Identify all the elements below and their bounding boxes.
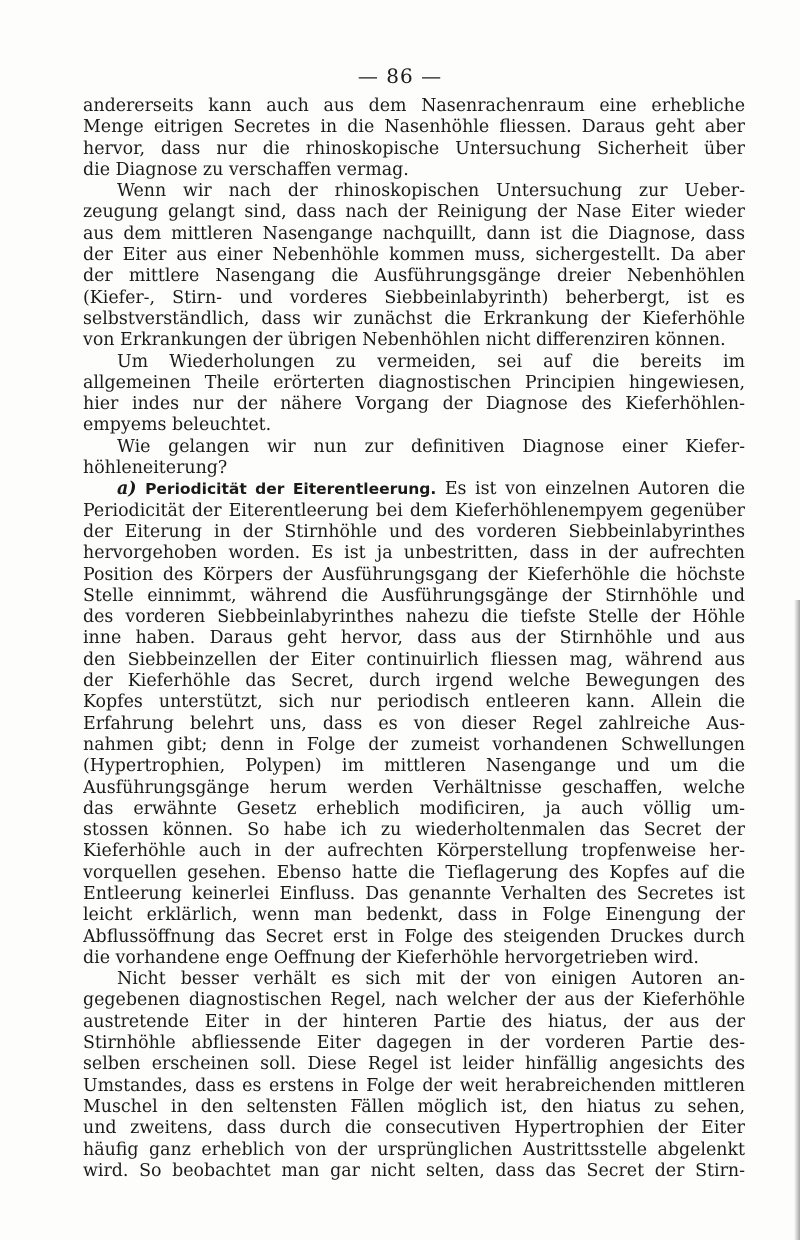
section-letter: a) bbox=[117, 479, 137, 500]
text-line: Um Wiederholungen zu vermeiden, sei auf die bereits im bbox=[117, 351, 745, 372]
text-line: Position des Körpers der Ausführungsgang der Kieferhöhle die höchste bbox=[83, 564, 745, 585]
text-line: das erwähnte Gesetz erheblich modificiren, ja auch völlig um- bbox=[83, 798, 745, 819]
text-line: (Kiefer-, Stirn- und vorderes Siebbeinlabyrinth) beherbergt, ist es bbox=[83, 287, 745, 308]
text-line: hervorgehoben worden. Es ist ja unbestritten, dass in der aufrechten bbox=[83, 543, 745, 564]
text-line: allgemeinen Theile erörterten diagnostischen Principien hingewiesen, bbox=[83, 372, 745, 393]
text-line: hervor, dass nur die rhinoskopische Untersuchung Sicherheit über bbox=[83, 138, 745, 159]
text-line: höhleneiterung? bbox=[83, 458, 228, 479]
text-line: nahmen gibt; denn in Folge der zumeist vorhandenen Schwellungen bbox=[83, 734, 745, 755]
text-line: (Hypertrophien, Polypen) im mittleren Nasengange und um die bbox=[83, 756, 745, 777]
page-number: — 86 — bbox=[357, 64, 443, 88]
text-line: den Siebbeinzellen der Eiter continuirlich fliessen mag, während aus bbox=[83, 649, 745, 670]
text-line: selben erscheinen soll. Diese Regel ist leider hinfällig angesichts des bbox=[83, 1054, 745, 1075]
text-line: Kopfes unterstützt, sich nur periodisch entleeren kann. Allein die bbox=[83, 692, 745, 713]
text-line: die vorhandene enge Oeffnung der Kieferhöhle hervorgetrieben wird. bbox=[83, 947, 699, 968]
text-line: der Eiter aus einer Nebenhöhle kommen muss, sichergestellt. Da aber bbox=[83, 245, 745, 266]
text-line: Nicht besser verhält es sich mit der von einigen Autoren an- bbox=[117, 969, 745, 990]
text-fragment: Es ist von einzelnen Autoren die bbox=[444, 479, 745, 500]
text-line: wird. So beobachtet man gar nicht selten, dass das Secret der Stirn- bbox=[83, 1160, 745, 1181]
text-line: Periodicität der Eiterentleerung bei dem Kieferhöhlenempyem gegenüber bbox=[83, 500, 745, 521]
text-line: Entleerung keinerlei Einfluss. Das genannte Verhalten des Secretes ist bbox=[83, 883, 745, 904]
text-line: Stirnhöhle abfliessende Eiter dagegen in der vorderen Partie des- bbox=[83, 1033, 745, 1054]
text-line: hier indes nur der nähere Vorgang der Diagnose des Kieferhöhlen- bbox=[83, 394, 745, 415]
text-line: Wie gelangen wir nun zur definitiven Diagnose einer Kiefer- bbox=[117, 436, 745, 457]
text-line: der Kieferhöhle das Secret, durch irgend welche Bewegungen des bbox=[83, 671, 745, 692]
text-line: und zweitens, dass durch die consecutiven Hypertrophien der Eiter bbox=[83, 1118, 745, 1139]
text-line: zeugung gelangt sind, dass nach der Reinigung der Nase Eiter wieder bbox=[83, 202, 745, 223]
text-line: Abflussöffnung das Secret erst in Folge des steigenden Druckes durch bbox=[83, 926, 745, 947]
text-line: inne haben. Daraus geht hervor, dass aus der Stirnhöhle und aus bbox=[83, 628, 745, 649]
text-line: stossen können. So habe ich zu wiederholtenmalen das Secret der bbox=[83, 820, 745, 841]
text-line: Kieferhöhle auch in der aufrechten Körperstellung tropfenweise her- bbox=[83, 841, 745, 862]
text-line: Umstandes, dass es erstens in Folge der weit herabreichenden mittleren bbox=[83, 1075, 745, 1096]
text-line: von Erkrankungen der übrigen Nebenhöhlen nicht differenziren können. bbox=[83, 330, 726, 351]
text-line: der Eiterung in der Stirnhöhle und des vorderen Siebbeinlabyrinthes bbox=[83, 521, 745, 542]
text-line: häufig ganz erheblich von der ursprünglichen Austrittsstelle abgelenkt bbox=[83, 1139, 745, 1160]
page-edge-shadow bbox=[794, 600, 800, 1240]
text-line: andererseits kann auch aus dem Nasenrachenraum eine erhebliche bbox=[83, 96, 745, 116]
text-line: Stelle einnimmt, während die Ausführungsgänge der Stirnhöhle und bbox=[83, 585, 745, 606]
text-line: Muschel in den seltensten Fällen möglich ist, den hiatus zu sehen, bbox=[83, 1096, 745, 1117]
text-line: aus dem mittleren Nasengange nachquillt, dann ist die Diagnose, dass bbox=[83, 223, 745, 244]
section-heading-line bbox=[83, 479, 745, 500]
text-line: austretende Eiter in der hinteren Partie des hiatus, der aus der bbox=[83, 1011, 745, 1032]
text-line: Erfahrung belehrt uns, dass es von dieser Regel zahlreiche Aus- bbox=[83, 713, 745, 734]
text-line: leicht erklärlich, wenn man bedenkt, dass in Folge Einengung der bbox=[83, 905, 745, 926]
section-heading: Periodicität der Eiterentleerung. bbox=[145, 480, 437, 499]
text-line: der mittlere Nasengang die Ausführungsgänge dreier Nebenhöhlen bbox=[83, 266, 745, 287]
text-line: Ausführungsgänge herum werden Verhältnisse geschaffen, welche bbox=[83, 777, 745, 798]
text-line: empyems beleuchtet. bbox=[83, 415, 272, 436]
text-line: Menge eitrigen Secretes in die Nasenhöhle fliessen. Daraus geht aber bbox=[83, 117, 745, 138]
text-line: die Diagnose zu verschaffen vermag. bbox=[83, 159, 409, 180]
body-text bbox=[83, 96, 745, 1182]
text-line: gegebenen diagnostischen Regel, nach welcher der aus der Kieferhöhle bbox=[83, 990, 745, 1011]
text-line: vorquellen gesehen. Ebenso hatte die Tieflagerung des Kopfes auf die bbox=[83, 862, 745, 883]
text-line: des vorderen Siebbeinlabyrinthes nahezu die tiefste Stelle der Höhle bbox=[83, 607, 745, 628]
text-line: selbstverständlich, dass wir zunächst die Erkrankung der Kieferhöhle bbox=[83, 308, 745, 329]
text-line: Wenn wir nach der rhinoskopischen Untersuchung zur Ueber- bbox=[117, 181, 745, 202]
